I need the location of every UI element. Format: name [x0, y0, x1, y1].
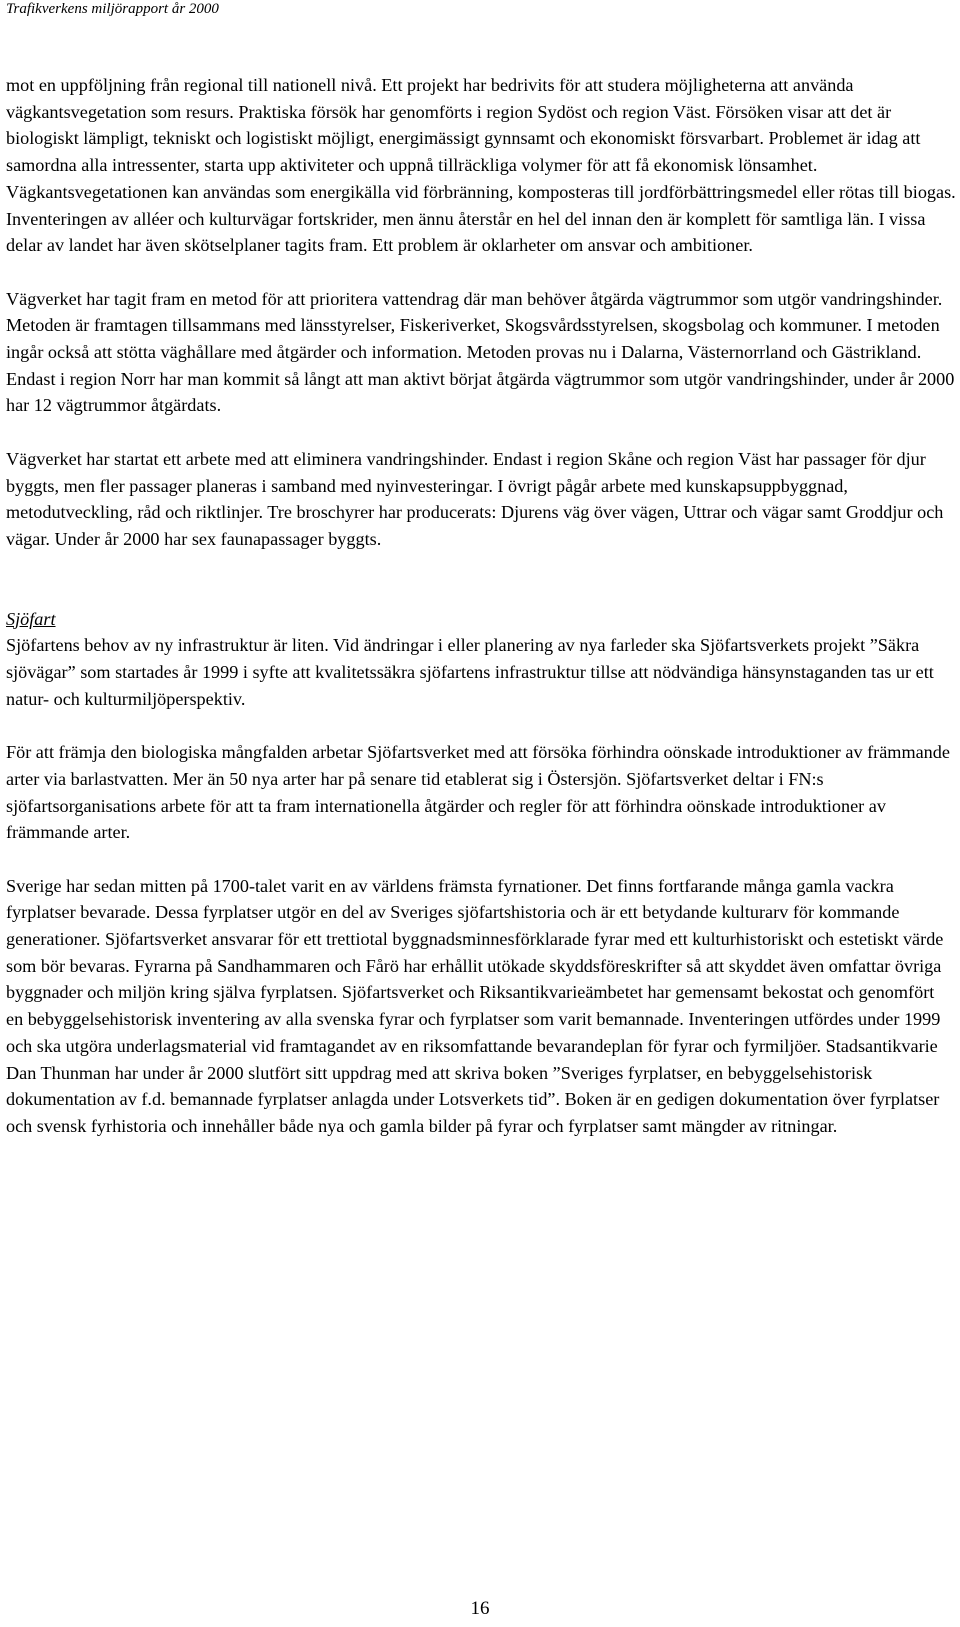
paragraph-migration-barriers: Vägverket har startat ett arbete med att eliminera vandringshinder. Endast i region Skåne och region Väst har passager för djur byggts, men fler passager planeras i samband med nyinvesteringar. I övrigt pågår arbete med kunskapsuppbyggnad, metodutveckling, råd och riktlinjer. Tre broschyrer har producerats: Djurens väg över vägen, Uttrar och vägar samt Groddjur och vägar. Under år 2000 har sex faunapassager byggts. — [6, 448, 944, 549]
paragraph-lighthouses: Sverige har sedan mitten på 1700-talet varit en av världens främsta fyrnationer. Det finns fortfarande många gamla vackra fyrplatser bevarade. Dessa fyrplatser utgör en del av Sveriges sjöfartshistoria och är ett betydande kulturarv för kommande generationer. Sjöfartsverket ansvarar för ett trettiotal byggnadsminnesförklarade fyrar med ett kulturhistoriskt och estetiskt värde som bör bevaras. Fyrarna på Sandhammaren och Fårö har erhållit utökade skyddsföreskrifter så att skyddet även omfattar övriga byggnader och miljön kring själva fyrplatsen. Sjöfartsverket och Riksantikvarieämbetet har gemensamt bekostat och genomfört en bebyggelsehistorisk inventering av alla svenska fyrar och fyrplatser som varit bemannade. Inventeringen utfördes under 1999 och ska utgöra underlagsmaterial vid framtagandet av en riksomfattande bevarandeplan för fyrar och fyrmiljöer. Stadsantikvarie Dan Thunman har under år 2000 slutfört sitt uppdrag med att skriva boken ”Sveriges fyrplatser, en bebyggelsehistorisk dokumentation av f.d. bemannade fyrplatser anlagda under Lotsverkets tid”. Boken är en gedigen dokumentation över fyrplatser och svensk fyrhistoria och innehåller både nya och gamla bilder på fyrar och fyrplatser samt mängder av ritningar. — [6, 875, 944, 1136]
running-header: Trafikverkens miljörapport år 2000 — [6, 1, 219, 17]
section-heading-sjofart: Sjöfart — [6, 608, 56, 629]
paragraph-roadside-vegetation: mot en uppföljning från regional till nationell nivå. Ett projekt har bedrivits för att studera möjligheterna att använda vägkantsvegetation som resurs. Praktiska försök har genomförts i region Sydöst och region Väst. Försöken visar att det är biologiskt lämpligt, tekniskt och logistiskt möjligt, energimässigt gynnsamt och ekonomiskt försvarbart. Problemet är idag att samordna alla intressenter, starta upp aktiviteter och uppnå tillräckliga volymer för att få ekonomisk lönsamhet. Vägkantsvegetationen kan användas som energikälla vid förbränning, komposteras till jordförbättringsmedel eller rötas till biogas. Inventeringen av alléer och kulturvägar fortskrider, men ännu återstår en hel del innan den är komplett för samtliga län. I vissa delar av landet har även skötselplaner tagits fram. Ett problem är oklarheter om ansvar och ambitioner. — [6, 75, 956, 256]
paragraph-shipping-infrastructure: Sjöfartens behov av ny infrastruktur är liten. Vid ändringar i eller planering av nya farleder ska Sjöfartsverkets projekt ”Säkra sjövägar” som startades år 1999 i syfte att kvalitetssäkra sjöfartens infrastruktur tillse att nödvändiga hänsynstaganden tas ur ett natur- och kulturmiljöperspektiv. — [6, 635, 934, 709]
paragraph-culverts: Vägverket har tagit fram en metod för att prioritera vattendrag där man behöver åtgärda vägtrummor som utgör vandringshinder. Metoden är framtagen tillsammans med länsstyrelser, Fiskeriverket, Skogsvårdsstyrelsen, skogsbolag och kommuner. I metoden ingår också att stötta väghållare med åtgärder och information. Metoden provas nu i Dalarna, Västernorrland och Gästrikland. Endast i region Norr har man kommit så långt att man aktivt börjat åtgärda vägtrummor som utgör vandringshinder, under år 2000 har 12 vägtrummor åtgärdats. — [6, 288, 955, 416]
paragraph-ballast-water: För att främja den biologiska mångfalden arbetar Sjöfartsverket med att försöka förhindra oönskade introduktioner av främmande arter via barlastvatten. Mer än 50 nya arter har på senare tid etablerat sig i Östersjön. Sjöfartsverket deltar i FN:s sjöfartsorganisations arbete för att ta fram internationella åtgärder och regler för att förhindra oönskade introduktioner av främmande arter. — [6, 742, 950, 843]
page-number: 16 — [470, 1598, 490, 1619]
document-body — [6, 72, 956, 1140]
